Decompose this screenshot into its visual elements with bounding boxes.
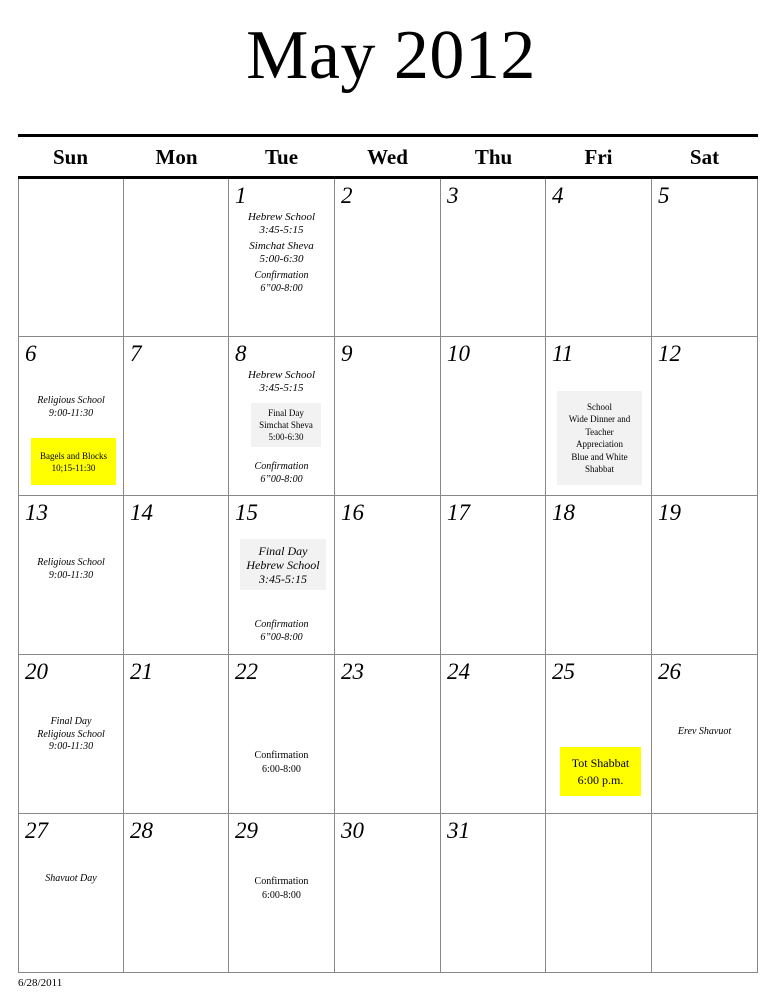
day-number: 10 bbox=[447, 341, 470, 366]
weekday-wed: Wed bbox=[367, 145, 408, 169]
day-number: 2 bbox=[341, 183, 353, 208]
weekday-fri: Fri bbox=[584, 145, 613, 169]
day-cell-6 bbox=[18, 337, 124, 496]
calendar-title: May 2012 bbox=[246, 17, 536, 94]
day-cell-20 bbox=[18, 655, 124, 814]
event-simchat-sheva: Simchat Sheva 5:00-6:30 bbox=[249, 240, 314, 265]
day-cell-10 bbox=[441, 337, 546, 496]
day-number: 30 bbox=[341, 818, 364, 843]
day-number: 1 bbox=[235, 183, 247, 208]
day-cell-7 bbox=[124, 337, 229, 496]
event-school-wide-dinner: School Wide Dinner and Teacher Appreciation Blue and White Shabbat bbox=[557, 391, 642, 485]
day-cell-empty bbox=[652, 814, 758, 973]
weekday-tue: Tue bbox=[264, 145, 299, 169]
event-shavuot-day: Shavuot Day bbox=[45, 873, 97, 884]
event-final-day-simchat-sheva: Final Day Simchat Sheva 5:00-6:30 bbox=[251, 403, 321, 447]
day-number: 8 bbox=[235, 341, 247, 366]
event-bagels-and-blocks: Bagels and Blocks 10;15-11:30 bbox=[31, 438, 116, 485]
day-number: 12 bbox=[658, 341, 681, 366]
day-cell-empty bbox=[546, 814, 652, 973]
day-cell-13 bbox=[18, 496, 124, 655]
event-confirmation: Confirmation 6”00-8:00 bbox=[254, 461, 309, 485]
event-hebrew-school: Hebrew School 3:45-5:15 bbox=[247, 369, 316, 394]
day-number: 16 bbox=[341, 500, 364, 525]
day-number: 9 bbox=[341, 341, 353, 366]
day-number: 23 bbox=[341, 659, 364, 684]
day-cell-28 bbox=[124, 814, 229, 973]
event-confirmation: Confirmation 6”00-8:00 bbox=[254, 270, 309, 294]
day-cell-12 bbox=[652, 337, 758, 496]
event-confirmation: Confirmation 6”00-8:00 bbox=[254, 619, 309, 643]
day-cell-2 bbox=[335, 179, 441, 337]
day-number: 3 bbox=[447, 183, 459, 208]
day-number: 6 bbox=[25, 341, 37, 366]
footer-date: 6/28/2011 bbox=[18, 977, 63, 989]
day-number: 18 bbox=[552, 500, 575, 525]
day-cell-25 bbox=[546, 655, 652, 814]
weekday-header bbox=[18, 138, 758, 176]
day-number: 5 bbox=[658, 183, 670, 208]
day-number: 11 bbox=[552, 341, 574, 366]
day-cell-4 bbox=[546, 179, 652, 337]
day-cell-empty bbox=[18, 179, 124, 337]
day-number: 4 bbox=[552, 183, 564, 208]
day-cell-empty bbox=[124, 179, 229, 337]
day-number: 20 bbox=[25, 659, 48, 684]
event-confirmation: Confirmation 6:00-8:00 bbox=[254, 876, 309, 901]
event-hebrew-school: Hebrew School 3:45-5:15 bbox=[247, 211, 316, 236]
event-erev-shavuot: Erev Shavuot bbox=[677, 726, 732, 737]
day-cell-27 bbox=[18, 814, 124, 973]
day-number: 7 bbox=[130, 341, 142, 366]
day-cell-15 bbox=[229, 496, 335, 655]
day-number: 22 bbox=[235, 659, 258, 684]
weekday-mon: Mon bbox=[155, 145, 198, 169]
event-religious-school: Religious School 9:00-11:30 bbox=[37, 395, 105, 419]
day-cell-14 bbox=[124, 496, 229, 655]
day-number: 25 bbox=[552, 659, 575, 684]
day-number: 26 bbox=[658, 659, 681, 684]
day-number: 31 bbox=[447, 818, 470, 843]
event-final-day-religious-school: Final Day Religious School 9:00-11:30 bbox=[37, 716, 105, 752]
day-number: 21 bbox=[130, 659, 153, 684]
day-number: 29 bbox=[235, 818, 258, 843]
event-tot-shabbat: Tot Shabbat 6:00 p.m. bbox=[560, 747, 641, 796]
day-cell-22 bbox=[229, 655, 335, 814]
day-cell-18 bbox=[546, 496, 652, 655]
event-religious-school: Religious School 9:00-11:30 bbox=[37, 557, 105, 581]
day-cell-19 bbox=[652, 496, 758, 655]
day-cell-9 bbox=[335, 337, 441, 496]
day-cell-30 bbox=[335, 814, 441, 973]
day-number: 17 bbox=[447, 500, 470, 525]
day-cell-3 bbox=[441, 179, 546, 337]
day-number: 28 bbox=[130, 818, 153, 843]
weekday-sat: Sat bbox=[689, 145, 720, 169]
weekday-thu: Thu bbox=[474, 145, 513, 169]
day-cell-21 bbox=[124, 655, 229, 814]
day-number: 24 bbox=[447, 659, 470, 684]
day-cell-26 bbox=[652, 655, 758, 814]
day-cell-29 bbox=[229, 814, 335, 973]
day-cell-31 bbox=[441, 814, 546, 973]
day-cell-1 bbox=[229, 179, 335, 337]
day-cell-23 bbox=[335, 655, 441, 814]
day-cell-24 bbox=[441, 655, 546, 814]
day-cell-8 bbox=[229, 337, 335, 496]
day-number: 14 bbox=[130, 500, 153, 525]
day-cell-11 bbox=[546, 337, 652, 496]
day-number: 13 bbox=[25, 500, 48, 525]
day-number: 27 bbox=[25, 818, 48, 843]
day-number: 19 bbox=[658, 500, 681, 525]
calendar-grid bbox=[18, 0, 758, 994]
day-cell-17 bbox=[441, 496, 546, 655]
event-confirmation: Confirmation 6:00-8:00 bbox=[254, 750, 309, 775]
weekday-sun: Sun bbox=[52, 145, 89, 169]
day-cell-5 bbox=[652, 179, 758, 337]
top-rule bbox=[18, 134, 758, 137]
day-cell-16 bbox=[335, 496, 441, 655]
day-number: 15 bbox=[235, 500, 258, 525]
event-final-day-hebrew-school: Final Day Hebrew School 3:45-5:15 bbox=[240, 539, 326, 590]
